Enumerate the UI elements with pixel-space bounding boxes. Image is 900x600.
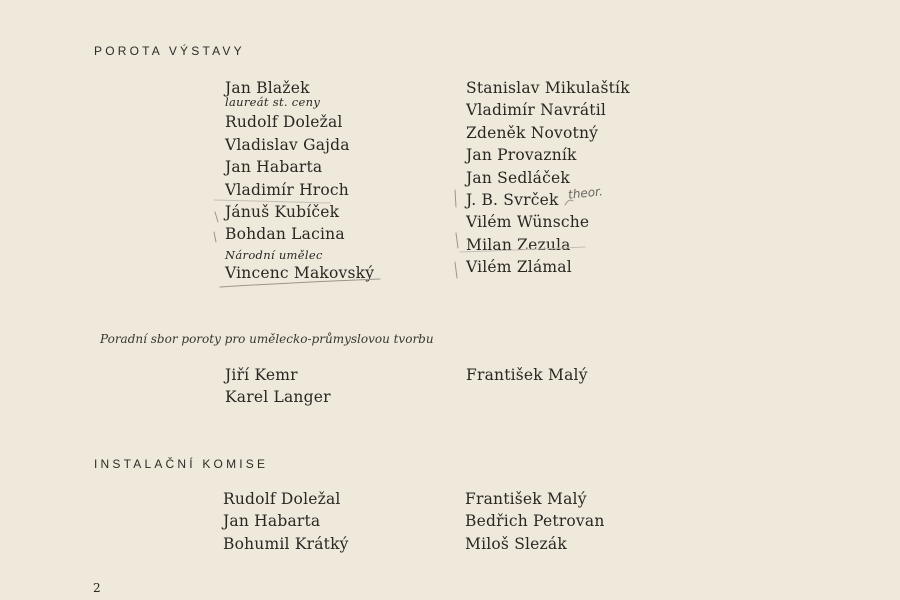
page-number: 2	[93, 581, 101, 595]
handwritten-annotation: theor.	[567, 184, 604, 202]
jury-member: Milan Zezula	[466, 235, 571, 254]
member-title-note: Národní umělec	[225, 247, 323, 262]
advisory-heading: Poradní sbor poroty pro umělecko-průmyslovou tvorbu	[100, 332, 434, 346]
advisory-member: František Malý	[466, 366, 588, 384]
installation-member: Bedřich Petrovan	[465, 512, 605, 531]
jury-member: Jan Sedláček	[466, 168, 570, 187]
jury-member: Rudolf Doležal	[225, 113, 343, 132]
advisory-right-column	[466, 364, 588, 386]
jury-member: Vladimír Hroch	[225, 180, 349, 199]
jury-member: Bohdan Lacina	[225, 225, 345, 244]
member-title-note: laureát st. ceny	[225, 95, 321, 110]
jury-heading: POROTA VÝSTAVY	[94, 44, 245, 58]
jury-member: Vilém Zlámal	[466, 258, 572, 277]
jury-member: Vincenc Makovský	[225, 263, 375, 282]
jury-member: Jan Habarta	[225, 158, 323, 177]
installation-member: František Malý	[465, 490, 587, 508]
advisory-member: Jiří Kemr	[225, 366, 298, 384]
advisory-left-column	[225, 364, 331, 409]
installation-member: Bohumil Krátký	[223, 534, 349, 553]
advisory-member: Karel Langer	[225, 388, 331, 407]
jury-member: Vladislav Gajda	[225, 135, 350, 154]
jury-member: Vilém Wünsche	[466, 213, 590, 232]
installation-left-column	[223, 488, 349, 555]
installation-member: Miloš Slezák	[465, 534, 567, 553]
installation-heading: INSTALAČNÍ KOMISE	[94, 457, 269, 471]
jury-member: Zdeněk Novotný	[466, 123, 599, 142]
jury-member: Stanislav Mikulaštík	[466, 79, 630, 97]
installation-member: Jan Habarta	[223, 512, 321, 531]
jury-member: J. B. Svrček	[466, 190, 559, 209]
jury-member: Jan Blažek	[225, 79, 310, 97]
jury-member: Jánuš Kubíček	[225, 202, 340, 221]
jury-member: Jan Provazník	[466, 146, 577, 165]
installation-right-column	[465, 488, 605, 555]
installation-member: Rudolf Doležal	[223, 490, 341, 508]
jury-member: Vladimír Navrátil	[466, 101, 607, 120]
